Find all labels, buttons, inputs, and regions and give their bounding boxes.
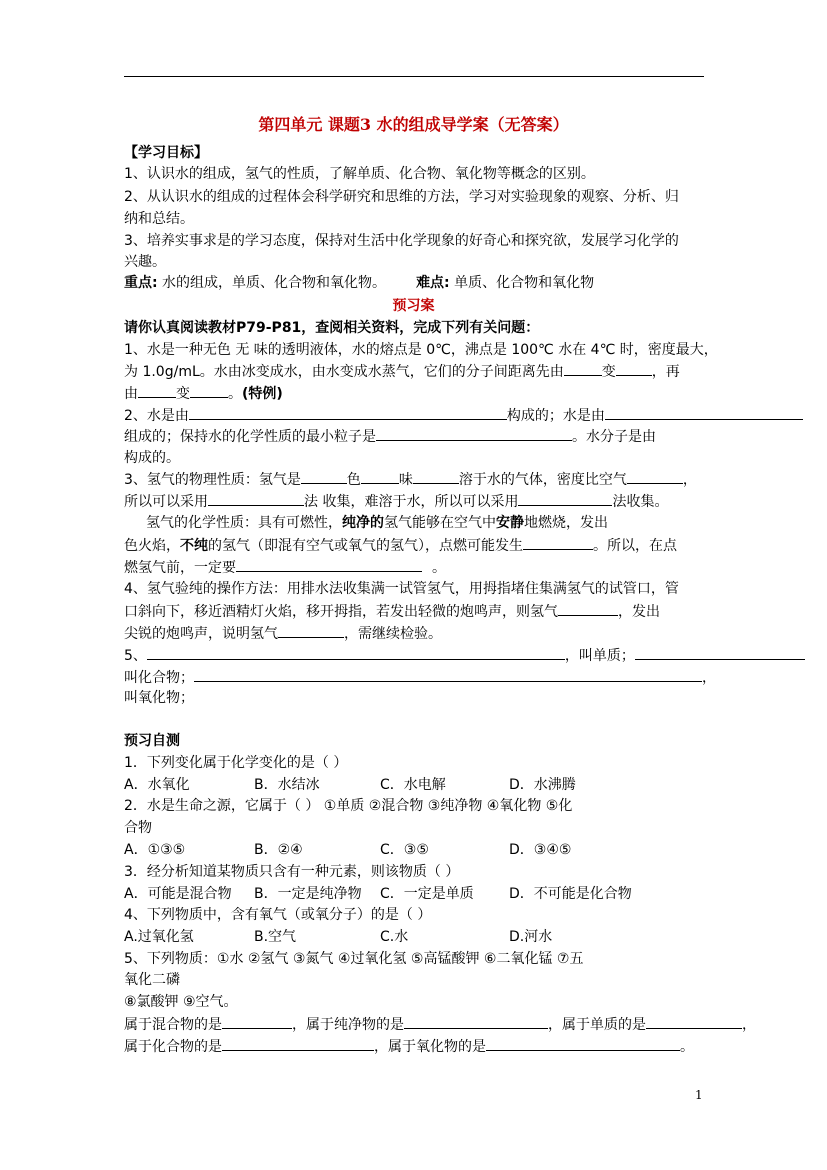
- blank[interactable]: [616, 361, 652, 376]
- q4b-text: 口斜向下，移近酒精灯火焰，移开拇指，若发出轻微的炮鸣声，则氢气: [124, 604, 558, 620]
- blank[interactable]: [278, 623, 344, 638]
- difficulty-label: 难点:: [416, 275, 450, 291]
- blank[interactable]: [236, 557, 422, 572]
- objective-2b: 纳和总结。: [124, 211, 194, 227]
- blank[interactable]: [564, 361, 602, 376]
- q5a-text2: ，叫单质；: [564, 648, 635, 664]
- blank[interactable]: [404, 1014, 548, 1029]
- option-b[interactable]: B．水结冰: [254, 777, 320, 793]
- q2b-text: 组成的；保持水的化学性质的最小粒子是: [124, 429, 376, 445]
- question-2c: 构成的。: [124, 450, 180, 466]
- t5d-text4: ，: [742, 1017, 756, 1033]
- q3d-text2: 的氢气（即混有空气或氧气的氢气），点燃可能发生: [208, 538, 523, 554]
- blank[interactable]: [523, 535, 593, 550]
- option-b[interactable]: B.空气: [254, 929, 297, 945]
- quiet-emphasis: 安静: [496, 515, 524, 531]
- q3c-text3: 地燃烧，发出: [524, 515, 608, 531]
- t5d-text: 属于混合物的是: [124, 1017, 222, 1033]
- page-number: 1: [695, 1088, 703, 1102]
- q3a-text5: ，: [682, 472, 697, 488]
- question-4a: 4、氢气验纯的操作方法：用排水法收集满一试管氢气，用拇指堵住集满氢气的试管口，管: [124, 581, 679, 597]
- q2a-text: 2、水是由: [124, 408, 189, 424]
- blank[interactable]: [147, 645, 565, 660]
- t5e-text3: 。: [680, 1039, 694, 1055]
- test-4: 4、下列物质中，含有氧气（或氧分子）的是（ ）: [124, 907, 432, 923]
- q3b-text3: 法收集。: [612, 494, 669, 510]
- option-a[interactable]: A.过氧化氢: [124, 929, 194, 945]
- blank[interactable]: [635, 645, 805, 660]
- q3b-text: 所以可以采用: [124, 494, 208, 510]
- question-5b: [124, 667, 716, 688]
- blank[interactable]: [361, 469, 399, 484]
- question-5a: [124, 645, 805, 666]
- q4b-text2: ，发出: [618, 604, 660, 620]
- q3c-text2: 氢气能够在空气中: [384, 515, 496, 531]
- test-5a: 5、下列物质：①水 ②氢气 ③氮气 ④过氧化氢 ⑤高锰酸钾 ⑥二氧化锰 ⑦五: [124, 951, 584, 967]
- test-5e: [124, 1036, 694, 1057]
- blank[interactable]: [627, 469, 683, 484]
- option-c[interactable]: C．一定是单质: [380, 886, 474, 902]
- blank[interactable]: [222, 1014, 292, 1029]
- question-1c: [124, 383, 283, 404]
- option-c[interactable]: C．水电解: [380, 777, 446, 793]
- document-title: 第四单元 课题3 水的组成导学案（无答案）: [258, 115, 569, 134]
- difficulty-text: 单质、化合物和氧化物: [449, 275, 595, 291]
- q3b-text2: 法 收集，难溶于水，所以可以采用: [304, 494, 519, 510]
- question-2b: [124, 426, 656, 447]
- option-d[interactable]: D．水沸腾: [509, 777, 576, 793]
- q1b-text3: ，再: [651, 364, 680, 380]
- question-5c: 叫氧化物；: [124, 690, 194, 706]
- question-1a: 1、水是一种无色 无 味的透明液体，水的熔点是 0℃，沸点是 100℃ 水在 4℃ 时，密度最大，: [124, 342, 718, 358]
- blank[interactable]: [301, 469, 347, 484]
- selftest-heading: 预习自测: [124, 733, 180, 749]
- test-5c: ⑧氯酸钾 ⑨空气。: [124, 994, 238, 1010]
- q5b-text: 叫化合物；: [124, 670, 194, 686]
- blank[interactable]: [208, 491, 304, 506]
- objective-1: 1、认识水的组成，氢气的性质，了解单质、化合物、氧化物等概念的区别。: [124, 166, 595, 182]
- question-3b: [124, 491, 668, 512]
- special-case-note: (特例): [242, 386, 283, 402]
- blank[interactable]: [486, 1036, 680, 1051]
- t5d-text2: ，属于纯净物的是: [292, 1017, 404, 1033]
- blank[interactable]: [558, 601, 618, 616]
- option-d[interactable]: D．不可能是化合物: [509, 886, 632, 902]
- t5e-text: 属于化合物的是: [124, 1039, 222, 1055]
- option-c[interactable]: C．③⑤: [380, 842, 429, 858]
- question-1b: [124, 361, 680, 382]
- instruction: 请你认真阅读教材P79-P81，查阅相关资料，完成下列有关问题：: [124, 320, 540, 336]
- key-difficulty-line: [124, 273, 594, 293]
- blank[interactable]: [413, 469, 459, 484]
- preview-heading: 预习案: [392, 298, 435, 314]
- q1c-text3: 。: [228, 386, 242, 402]
- q1b-text: 为 1.0g/mL。水由冰变成水，由水变成水蒸气，它们的分子间距离先由: [124, 364, 564, 380]
- q3e-text2: 。: [432, 560, 446, 576]
- q3e-text: 燃氢气前，一定要: [124, 560, 236, 576]
- option-b[interactable]: B．②④: [254, 842, 303, 858]
- q4c-text2: ，需继续检验。: [344, 626, 442, 642]
- blank[interactable]: [194, 667, 702, 682]
- question-3d: [124, 535, 677, 556]
- key-label: 重点:: [124, 275, 158, 291]
- objective-2a: 2、从认识水的组成的过程体会科学研究和思维的方法，学习对实验现象的观察、分析、归: [124, 189, 679, 205]
- question-3e: [124, 557, 446, 578]
- t5d-text3: ，属于单质的是: [548, 1017, 646, 1033]
- q3a-text: 3、氢气的物理性质：氢气是: [124, 472, 301, 488]
- blank[interactable]: [222, 1036, 374, 1051]
- test-2b: 合物: [124, 820, 152, 836]
- pure-emphasis: 纯净的: [342, 515, 384, 531]
- option-a[interactable]: A．①③⑤: [124, 842, 186, 858]
- q3d-text3: 。所以，在点: [593, 538, 677, 554]
- test-2a: 2．水是生命之源，它属于（ ） ①单质 ②混合物 ③纯净物 ④氧化物 ⑤化: [124, 798, 573, 814]
- option-a[interactable]: A．可能是混合物: [124, 886, 232, 902]
- blank[interactable]: [376, 426, 572, 441]
- option-d[interactable]: D．③④⑤: [509, 842, 572, 858]
- q5b-text2: ，: [702, 670, 716, 686]
- test-5d: [124, 1014, 756, 1035]
- blank[interactable]: [189, 405, 507, 420]
- test-5b: 氧化二磷: [124, 972, 180, 988]
- objective-3a: 3、培养实事求是的学习态度，保持对生活中化学现象的好奇心和探究欲，发展学习化学的: [124, 233, 679, 249]
- question-4b: [124, 601, 660, 622]
- q1c-text: 由: [124, 386, 138, 402]
- q3a-text4: 溶于水的气体，密度比空气: [458, 472, 627, 488]
- q1b-text2: 变: [601, 364, 616, 380]
- q3a-text3: 味: [398, 472, 413, 488]
- q2b-text2: 。水分子是由: [572, 429, 656, 445]
- blank[interactable]: [605, 405, 803, 420]
- blank[interactable]: [518, 491, 612, 506]
- objectives-heading: 【学习目标】: [124, 145, 208, 161]
- option-a[interactable]: A．水氧化: [124, 777, 190, 793]
- q1c-text2: 变: [176, 386, 190, 402]
- question-2a: [124, 405, 803, 426]
- impure-emphasis: 不纯: [180, 538, 208, 554]
- key-text: 水的组成，单质、化合物和氧化物。: [157, 275, 387, 291]
- blank[interactable]: [646, 1014, 742, 1029]
- q3a-text2: 色: [346, 472, 361, 488]
- q4c-text: 尖锐的炮鸣声，说明氢气: [124, 626, 278, 642]
- q3d-text: 色火焰，: [124, 538, 180, 554]
- header-rule: [124, 76, 704, 77]
- q3c-text: 氢气的化学性质：具有可燃性，: [146, 515, 342, 531]
- question-3c: [146, 513, 608, 533]
- t5e-text2: ，属于氧化物的是: [374, 1039, 486, 1055]
- option-c[interactable]: C.水: [380, 929, 409, 945]
- q2a-text2: 构成的；水是由: [506, 408, 605, 424]
- test-1: 1．下列变化属于化学变化的是（ ）: [124, 755, 348, 771]
- option-b[interactable]: B．一定是纯净物: [254, 886, 362, 902]
- question-4c: [124, 623, 442, 644]
- q5a-text: 5、: [124, 648, 147, 664]
- option-d[interactable]: D.河水: [509, 929, 553, 945]
- objective-3b: 兴趣。: [124, 254, 166, 270]
- question-3a: [124, 469, 697, 490]
- test-3: 3．经分析知道某物质只含有一种元素，则该物质（ ）: [124, 864, 460, 880]
- blank[interactable]: [138, 383, 176, 398]
- blank[interactable]: [190, 383, 228, 398]
